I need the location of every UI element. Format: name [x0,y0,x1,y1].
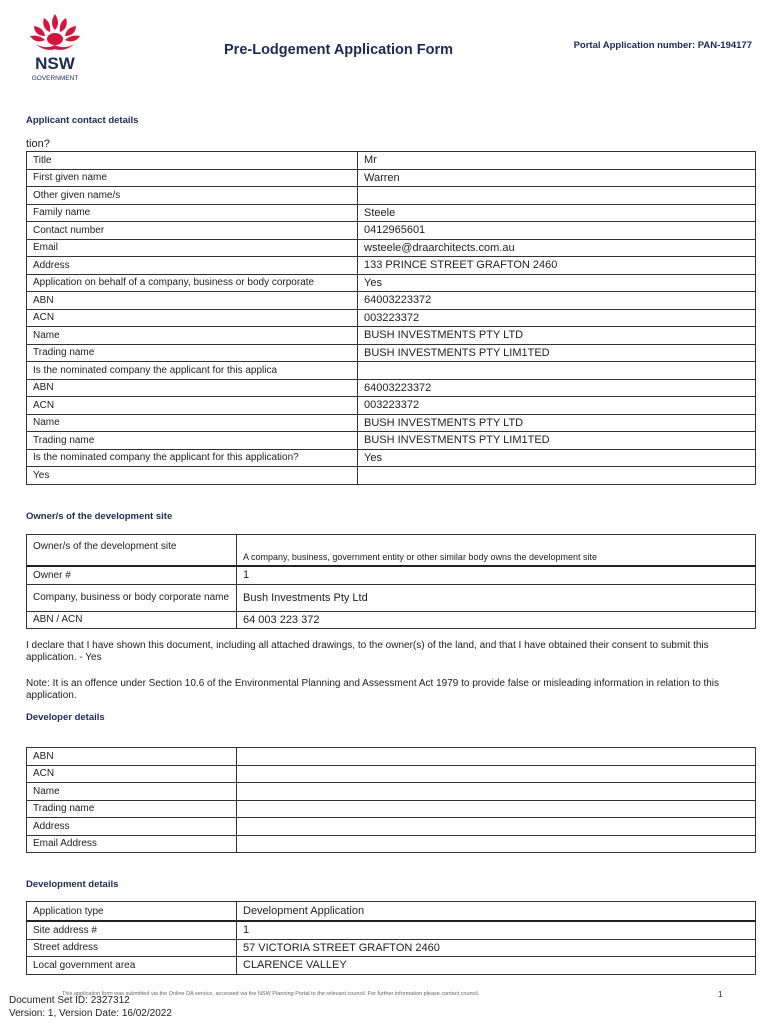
table-row: Trading name BUSH INVESTMENTS PTY LIM1TED [27,344,756,362]
table-row: ACN 003223372 [27,397,756,415]
table-row: Application on behalf of a company, business or body corporate Yes [27,274,756,292]
table-row: Name BUSH INVESTMENTS PTY LTD [27,327,756,345]
applicant-table [26,151,756,485]
table-row: ABN 64003223372 [27,379,756,397]
svg-text:NSW: NSW [35,54,75,73]
table-row: Title Mr [27,152,756,170]
applicant-section-heading: Applicant contact details [26,115,139,126]
page-number: 1 [718,990,723,999]
table-row: Is the nominated company the applicant for this application? Yes [27,449,756,467]
question-fragment: tion? [26,138,50,150]
table-row: Email wsteele@draarchitects.com.au [27,239,756,257]
table-row: Trading name BUSH INVESTMENTS PTY LIM1TED [27,432,756,450]
table-row: Is the nominated company the applicant for this applica [27,362,756,380]
development-table [26,901,756,975]
svg-text:GOVERNMENT: GOVERNMENT [31,75,79,82]
table-row: ABN 64003223372 [27,292,756,310]
table-row: First given name Warren [27,169,756,187]
table-row: Address [27,818,756,836]
version-info: Version: 1, Version Date: 16/02/2022 [9,1008,172,1019]
table-row: Application type Development Application [27,902,756,922]
portal-application-number: Portal Application number: PAN-194177 [573,40,752,51]
developer-table [26,747,756,853]
table-row: Owner/s of the development site A company, business, government entity or other similar body owns the development site [27,535,756,567]
table-row: Street address 57 VICTORIA STREET GRAFTON 2460 [27,939,756,957]
table-row: Contact number 0412965601 [27,222,756,240]
form-title: Pre-Lodgement Application Form [224,42,454,58]
document-set-id: Document Set ID: 2327312 [9,995,130,1006]
table-row: ACN [27,765,756,783]
developer-section-heading: Developer details [26,712,105,723]
table-row: Name BUSH INVESTMENTS PTY LTD [27,414,756,432]
table-row: Trading name [27,800,756,818]
table-row: Local government area CLARENCE VALLEY [27,957,756,975]
table-row: ACN 003223372 [27,309,756,327]
table-row: Name [27,783,756,801]
nsw-government-logo [24,12,86,84]
table-row: Other given name/s [27,187,756,205]
table-row: Owner # 1 [27,566,756,584]
owner-declaration: I declare that I have shown this document, including all attached drawings, to the owner(s) of the land, and that I have obtained their consent to submit this application. - Yes [26,640,709,663]
offence-note: Note: It is an offence under Section 10.6 of the Environmental Planning and Assessment Act 1979 to provide false or misleading information in relation to this application. [26,678,720,701]
owners-section-heading: Owner/s of the development site [26,511,173,522]
table-row: Family name Steele [27,204,756,222]
table-row: Address 133 PRINCE STREET GRAFTON 2460 [27,257,756,275]
table-row: ABN / ACN 64 003 223 372 [27,611,756,629]
footer-note: This application form was submitted via the Online DA service, accessed via the NSW Planning Portal to the relevant council. For further information please contact council. [62,991,480,997]
development-section-heading: Development details [26,879,119,890]
table-row: Email Address [27,835,756,853]
owners-table [26,534,756,629]
table-row: Yes [27,467,756,485]
table-row: Company, business or body corporate name Bush Investments Pty Ltd [27,584,756,611]
table-row: Site address # 1 [27,921,756,939]
table-row: ABN [27,748,756,766]
